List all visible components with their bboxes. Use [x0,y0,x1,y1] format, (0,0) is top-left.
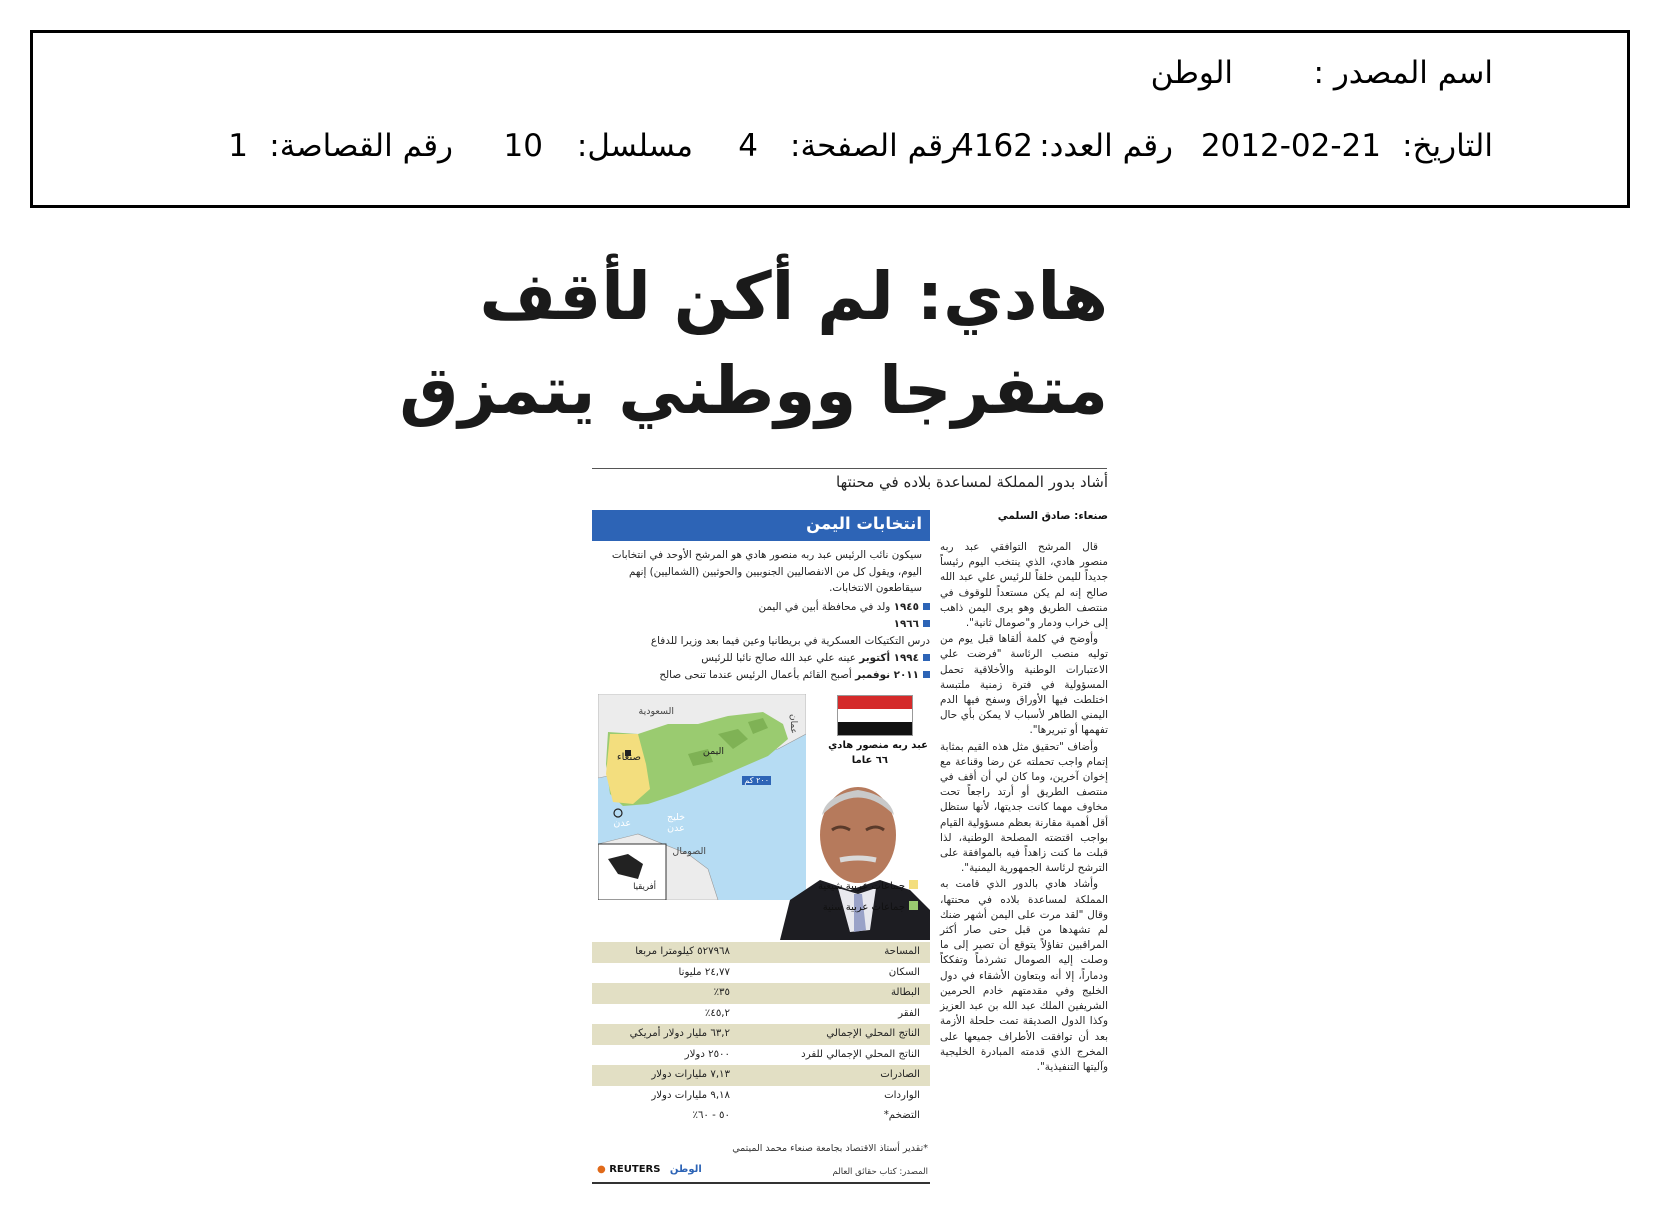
map-label-oman: عمان [788,714,798,734]
stats-row: البطالة ٣٥٪ [592,983,930,1004]
map-scale: ٢٠٠ كم [744,776,769,785]
map-label-gulf: خليج عدن [666,812,686,834]
source-value: الوطن [1150,55,1233,91]
stats-row: الناتج المحلي الإجمالي ٦٣,٢ مليار دولار أمريكي [592,1024,930,1045]
legend-swatch-icon [909,880,918,889]
clipping-value: 1 [228,128,248,164]
map-label-yemen: اليمن [702,746,724,757]
timeline-item: ١٩٤٥ ولد في محافظة أبين في اليمن [758,601,930,613]
article-paragraph: قال المرشح التوافقي عبد ربه منصور هادي، الذي ينتخب اليوم رئيساً جديداً لليمن خلفاً للرئيس علي عبد الله صالح إنه لم يكن مستعداً للوقوف في منتصف الطريق وهو يرى اليمن ذاهب إلى خراب ودمار و"صومال ثانية". [940,541,1108,630]
legend-swatch-icon [909,901,918,910]
map-label-saudi: السعودية [638,706,674,717]
flag-stripe-black [838,722,912,735]
date-label: التاريخ: [1402,128,1493,164]
legend-item-sunni: جماعات عربية سنية [823,901,918,913]
subheadline: أشاد بدور المملكة لمساعدة بلاده في محنتها [836,473,1108,491]
subhead-divider [592,468,1107,469]
stats-row: الفقر ٤٥,٢٪ [704,1007,920,1019]
page-label: رقم الصفحة: [790,128,958,164]
source-label: اسم المصدر : [1313,55,1493,91]
map-label-somalia: الصومال [672,846,706,857]
portrait-caption-age: ٦٦ عاما [851,755,888,766]
flag-stripe-white [838,709,912,722]
infobox-title-bar [592,510,930,541]
map-label-africa: أفريقيا [633,882,656,892]
infobox-title: انتخابات اليمن [806,514,922,533]
issue-value: 4162 [954,128,1033,164]
stats-row: الواردات ٩,١٨ مليارات دولار [651,1089,920,1101]
article-paragraph: وأوضح في كلمة ألقاها قبل يوم من توليه منصب الرئاسة "فرضت علي الاعتبارات الوطنية والأخلاقية تحمل المسؤولية في فترة زمنية ملتبسة اختلطت فيها الأوراق وسفح فيها الدم اليمني الطاهر لأسباب لا يمكن بأي حال تفهمها أو تبريرها". [940,633,1108,737]
issue-label: رقم العدد: [1039,128,1173,164]
map-label-sanaa: صنعاء [616,752,641,763]
portrait-image [780,760,930,940]
article-body [940,540,1108,1076]
page-value: 4 [738,128,758,164]
article-paragraph: وأشاد هادي بالدور الذي قامت به المملكة لمساعدة بلاده في محنتها، وقال "لقد مرت على اليمن أشهر ضنك لم تشهدها من قبل حتى صار أكثر المراقبين تفاؤلاً يتوقع أن تصير إلى ما وصلت إليه الصومال تشرذماً وتفككاً ودماراً، إلا أنه وبتعاون الأشقاء في دول الخليج وفي مقدمتهم خادم الحرمين الشريفين الملك عبد الله بن عبد العزيز وكذا الدول الصديقة تمت حلحلة الأزمة بعد أن توافقت الأطراف جميعها على المخرج الذي قدمته المبادرة الخليجية وآليتها التنفيذية". [940,878,1108,1073]
date-value: 2012-02-21 [1200,128,1381,164]
infobox-source: المصدر: كتاب حقائق العالم [832,1167,928,1177]
byline: صنعاء: صادق السلمي [997,510,1108,522]
yemen-map-graphic [598,694,806,900]
portrait-photo [780,760,930,940]
stats-row: السكان ٢٤,٧٧ مليونا [678,966,920,978]
stats-table [592,942,930,1127]
reuters-logo-icon: ● [597,1164,606,1175]
stats-row: المساحة ٥٢٧٩٦٨ كيلومترا مربعا [592,942,930,963]
clipping-label: رقم القصاصة: [269,128,453,164]
serial-label: مسلسل: [576,128,693,164]
timeline-item: ٢٠١١ نوفمبر أصبح القائم بأعمال الرئيس عندما تنحى صالح [659,669,930,681]
serial-value: 10 [503,128,543,164]
legend-item-shia: جماعات عربية شيعية [818,880,918,892]
headline-line-1: هادي: لم أكن لأقف [479,258,1108,335]
timeline-item: درس التكتيكات العسكرية في بريطانيا وعين فيما بعد وزيرا للدفاع [650,635,930,647]
map-label-aden: عدن [613,818,631,829]
credit-logos [597,1164,702,1175]
timeline-item: ١٩٩٤ أكتوبر عينه علي عبد الله صالح نائبا للرئيس [701,652,930,664]
reuters-logo: REUTERS [609,1164,661,1175]
bullet-square-icon [923,654,930,661]
bullet-square-icon [923,620,930,627]
yemen-map [598,694,806,900]
flag-stripe-red [838,696,912,709]
infobox-intro: سيكون نائب الرئيس عبد ربه منصور هادي هو المرشح الأوحد في انتخابات اليوم، ويقول كل من الانفصاليين الجنوبيين والحوثيين (الشماليين) إنهم سيقاطعون الانتخابات. [611,549,922,594]
stats-row: الناتج المحلي الإجمالي للفرد ٢٥٠٠ دولار [684,1048,920,1060]
infobox-footnote: *تقدير أستاذ الاقتصاد بجامعة صنعاء محمد الميتمي [732,1143,928,1154]
timeline-item: ١٩٦٦ [894,618,930,630]
headline-line-2: متفرجا ووطني يتمزق [399,352,1108,429]
bullet-square-icon [923,671,930,678]
infobox-bottom-rule [592,1182,930,1184]
article-paragraph: وأضاف "تحقيق مثل هذه القيم بمثابة إتمام واجب تحملته عن رضا وقناعة مع إخوان آخرين، وما كان لي أن أقف في منتصف الطريق أو أرتد راجعاً تحت مخاوف مهما كانت جديتها، لأنها ستظل أقل أهمية مقارنة بعظم مسؤولية القيام بواجب اقتضته المصلحة الوطنية، لذا قبلت ما كنت زاهداً فيه بالموافقة على الترشح لرئاسة الجمهورية اليمنية". [940,740,1108,875]
yemen-flag [837,695,913,736]
stats-row: الصادرات ٧,١٣ مليارات دولار [592,1065,930,1086]
portrait-caption-name: عبد ربه منصور هادي [828,740,928,751]
bullet-square-icon [923,603,930,610]
stats-row: التضخم* ٥٠ - ٦٠٪ [692,1110,920,1121]
alwatan-logo: الوطن [669,1164,702,1175]
